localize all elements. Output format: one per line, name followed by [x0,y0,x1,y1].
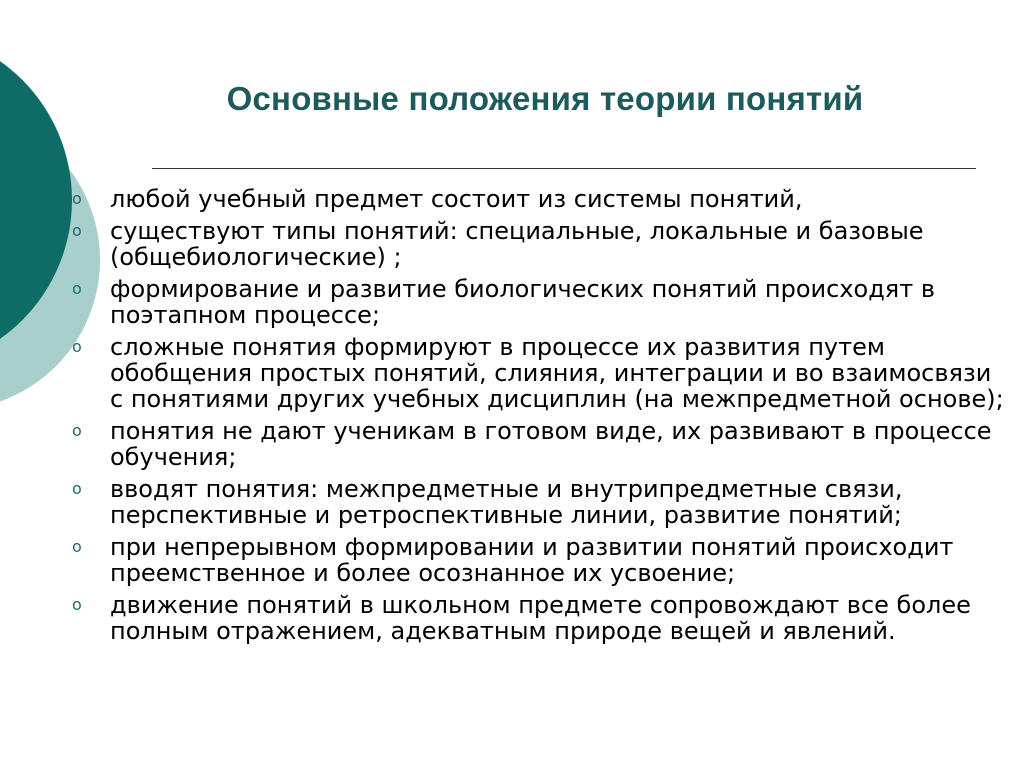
bullet-text: движение понятий в школьном предмете сопровождают все более полным отражением, адекватным природе вещей и явлений. [110,591,971,645]
bullet-item [72,186,1012,212]
bullet-item [72,276,1012,328]
bullet-item [72,534,1012,586]
circle-bullet-icon: o [72,421,82,440]
title-underline [152,168,976,169]
circle-bullet-icon: o [72,337,82,356]
bullet-text: понятия не дают ученикам в готовом виде, их развивают в процессе обучения; [110,417,992,471]
bullet-text: при непрерывном формировании и развитии понятий происходит преемственное и более осознанное их усвоение; [110,533,954,587]
bullet-text: любой учебный предмет состоит из системы понятий, [110,185,803,213]
bullet-text: формирование и развитие биологических понятий происходят в поэтапном процессе; [110,275,935,329]
bullet-item [72,592,1012,644]
circle-bullet-icon: o [72,479,82,498]
circle-bullet-icon: o [72,279,82,298]
bullet-text: сложные понятия формируют в процессе их развития путем обобщения простых понятий, слияния, интеграции и во взаимосвязи с понятиями других учебных дисциплин (на межпредметной основе); [110,333,1004,413]
circle-bullet-icon: o [72,595,82,614]
bullet-item [72,218,1012,270]
slide-title: Основные положения теории понятий [226,80,864,117]
bullet-item [72,334,1012,412]
bullet-item [72,418,1012,470]
bullet-list [72,186,1012,650]
bullet-item [72,476,1012,528]
bullet-text: вводят понятия: межпредметные и внутрипредметные связи, перспективные и ретроспективные линии, развитие понятий; [110,475,903,529]
circle-bullet-icon: o [72,537,82,556]
bullet-text: существуют типы понятий: специальные, локальные и базовые (общебиологические) ; [110,217,924,271]
circle-bullet-icon: o [72,189,82,208]
circle-bullet-icon: o [72,221,82,240]
